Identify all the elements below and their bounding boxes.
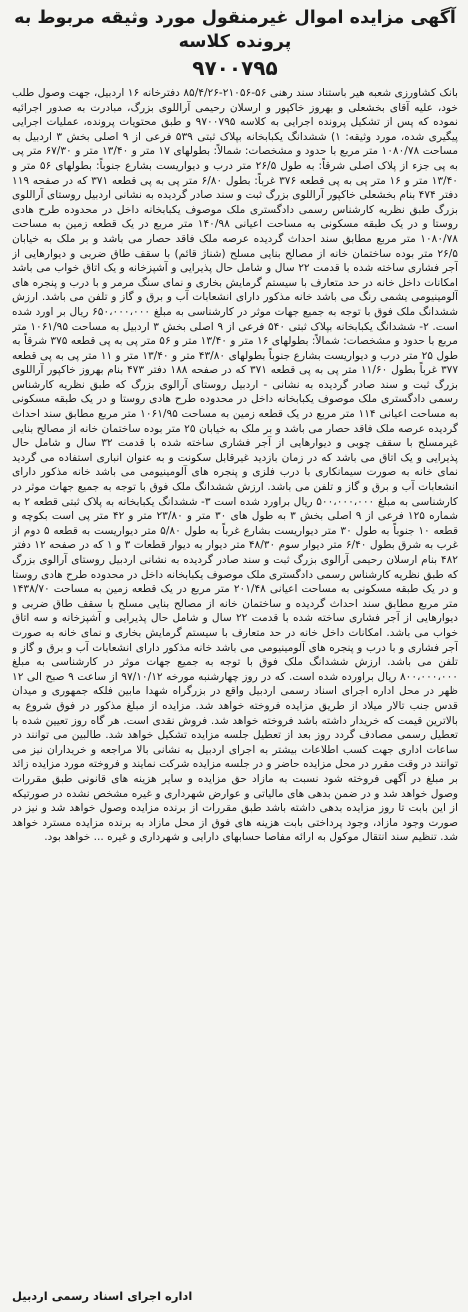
file-number: ۹۷۰۰۷۹۵ <box>192 56 278 80</box>
notice-title: آگهی مزایده اموال غیرمنقول مورد وثیقه مربوط به پرونده کلاسه <box>14 8 456 52</box>
issuer-signature: اداره اجرای اسناد رسمی اردبیل <box>12 1289 193 1303</box>
notice-body: بانک کشاورزی شعبه هیر باستناد سند رهنی ۵۶-۲۱۰۵۶-۸۵/۴/۲۶ دفترخانه ۱۶ اردبیل، جهت وصول طلب خود، علیه آقای بخشعلی و بهروز خاکپور و ارسلان رحیمی آراللوی بزرگ، مبادرت به صدور اجرائیه نموده که پس از تشکیل پرونده اجرایی به کلاسه ۹۷۰۰۷۹۵ و طبق محتویات پرونده، عملیات اجرایی پیگیری شده، مورد وثیقه: ۱) ششدانگ یکبابخانه بپلاک ثبتی ۵۳۹ فرعی از ۹ اصلی بخش ۳ اردبیل به مساحت ۱۰۸۰/۷۸ متر مربع با حدود و مشخصات: شمالاً: بطولهای ۱۷ متر و ۱۳/۴۰ متر و ۶۷/۳۰ متر پی به پی جزء از پلاک اصلی شرقاً: به طول ۲۶/۵ متر درب و دیواریست بشارع جنوباً: بطولهای ۵۶ متر و ۱۳/۴۰ متر و ۱۶ متر پی به پی قطعه ۳۷۶ غرباً: بطول ۶/۸۰ متر پی به پی قطعه ۳۷۱ که در صفحه ۱۱۹ دفتر ۴۷۴ بنام بخشعلی خاکپور آراللوی بزرگ ثبت و سند صادر گردیده به نشانی اردبیل روستای آراللوی بزرگ طبق نظریه کارشناس رسمی دادگستری ملک موصوف یکبابخانه داخل در محدوده طرح هادی روستا و در یک طبقه مسکونی به مساحت اعیانی ۱۴۰/۹۸ متر مربع در یک قطعه زمین به مساحت ۱۰۸۰/۷۸ متر مربع مطابق سند احداث گردیده عرصه ملک فاقد حصار می باشد و بر ملک به خیابان ۲۶/۵ متر بوده ساختمان خانه از مصالح بنایی مسلح (شناژ قائم) با سقف طاق ضربی و دیوارهایی از آجر فشاری ساخته شده با قدمت ۲۲ سال و شامل حال پذیرایی و آشپزخانه و یک اتاق خواب می باشد امکانات داخل خانه در حد متعارف با سیستم گرمایش بخاری و نمای سنگ مرمر و با درب و پنجره های آلومینیومی یشمی رنگ می باشد خانه مذکور دارای انشعابات آب و برق و گاز و تلفن می باشد. ارزش ششدانگ ملک فوق با توجه به جمیع جهات موثر در کارشناسی به مبلغ ۶۵۰،۰۰۰،۰۰۰ ریال بر اورد شده است. ۲- ششدانگ یکبابخانه بپلاک ثبتی ۵۴۰ فرعی از ۹ اصلی بخش ۳ اردبیل به مساحت ۱۰۶۱/۹۵ متر مربع با حدود و مشخصات: شمالاً: بطولهای ۱۶ متر و ۱۳/۴۰ متر و ۵۶ متر پی به پی قطعه ۳۷۵ شرقاً به طول ۲۵ متر درب و دیواریست بشارع جنوباً بطولهای ۴۳/۸۰ متر و ۱۳/۴۰ متر و ۱۱ متر پی به پی قطعه ۳۷۷ غرباً بطول ۱۱/۶۰ متر پی به پی قطعه ۳۷۱ که در صفحه ۱۸۸ دفتر ۴۷۳ بنام بهروز خاکپور آراللوی بزرگ ثبت و سند صادر گردیده به نشانی - اردبیل روستای آرالوی بزرگ که طبق نظریه کارشناس رسمی دادگستری ملک موصوف یکبابخانه داخل در محدوده طرح هادی روستا و در یک طبقه مسکونی به مساحت اعیانی ۱۱۴ متر مربع در یک قطعه زمین به مساحت ۱۰۶۱/۹۵ متر مربع مطابق سند احداث گردیده عرصه ملک فاقد حصار می باشد و بر ملک به خیابان ۲۵ متر بوده ساختمان خانه از مصالح بنایی غیرمسلح با سقف چوبی و دیوارهایی از آجر فشاری ساخته شده با قدمت ۳۲ سال و شامل حال پذیرایی و یک اتاق می باشد که در زمان بازدید غیرقابل سکونت و به عنوان انباری استفاده می گردید نمای خانه به صورت سیمانکاری با درب فلزی و پنجره های آلومینیومی می باشد خانه مذکور دارای انشعابات آب و برق و گاز و تلفن می باشد. ارزش ششدانگ ملک فوق با توجه به جمیع جهات موثر در کارشناسی به مبلغ ۵۰۰،۰۰۰،۰۰۰ ریال براورد شده است ۳- ششدانگ یکبابخانه به پلاک ثبتی قطعه ۲ به شماره ۱۲۵ فرعی از ۹ اصلی بخش ۳ به طول های ۳۰ متر و ۲۳/۸۰ متر و ۴۲ متر پی است بکوچه و قطعه ۱۰ جنوباً به طول ۳۰ متر دیواریست بشارع غرباً به طول ۵/۸۰ متر دیواریست به قطعه ۵ دوم از غرب به شرق بطول ۶/۴۰ متر دیوار سوم ۴۸/۳۰ متر دیوار به دیوار قطعات ۳ و ۱ که در صفحه ۱۲ دفتر ۴۸۲ بنام ارسلان رحیمی آرالوی بزرگ ثبت و سند صادر گردیده به نشانی اردبیل روستای آرالوی بزرگ که طبق نظریه کارشناس رسمی دادگستری ملک موصوف یکبابخانه داخل در محدوده طرح هادی روستا و در یک طبقه مسکونی به مساحت اعیانی ۲۰۱/۴۸ متر مربع در یک قطعه زمین به مساحت ۱۴۳۸/۷۰ متر مربع مطابق سند احداث گردیده و ساختمان خانه از مصالح بنایی مسلح با سقف طاق ضربی و دیوارهایی از آجر فشاری ساخته شده با قدمت ۲۲ سال و شامل حال پذیرایی و آشپزخانه و سه اتاق خواب می باشد. امکانات داخل خانه در حد متعارف با سیستم گرمایش بخاری و نمای خانه به صورت آجر فشاری و با درب و پنجره های آلومینیومی می باشد خانه مذکور دارای انشعابات آب و برق و گاز و تلفن می باشد. ارزش ششدانگ ملک فوق با توجه به جمیع جهات موثر در کارشناسی به مبلغ ۸۰۰،۰۰۰،۰۰۰ ریال براورده شده است. که در روز چهارشنبه مورخه ۹۷/۱۰/۱۲ از ساعت ۹ صبح الی ۱۲ ظهر در محل اداره اجرای اسناد رسمی اردبیل واقع در بزرگراه شهدا مابین فلکه جمهوری و میدان قدس جنب تالار میلاد از طریق مزایده فروخته خواهد شد. مزایده از مبلغ مذکور در فوق شروع به بالاترین قیمت که خریدار داشته باشد فروخته خواهد شد. فروش نقدی است. هر گاه روز تعیین شده با تعطیل رسمی مصادف گردد روز بعد از تعطیل جلسه مزایده تشکیل خواهد شد. طالبین می توانند در ساعات اداری جهت کسب اطلاعات بیشتر به اجرای اردبیل به نشانی بالا مراجعه و خریداران نیز می توانند در وقت مقرر در محل مزایده حاضر و در جلسه مزایده شرکت نمایند و فروخته مورد مزایده زائد بر مبلغ در آگهی فروخته شود نسبت به مازاد حق مزایده و سایر هزینه های قانونی طبق مقررات وصول خواهد شد و در ضمن بدهی های مالیاتی و عوارض شهرداری و غیره مشخص نشده در صورتیکه از این بابت تا روز مزایده بدهی داشته باشد طبق مقررات از برنده مزایده وصول خواهد شد و نیز در صورت وجود مازاد، وجود پرداختی بابت هزینه های فوق از محل مازاد به برنده مزایده مسترد خواهد شد. تنظیم سند انتقال موکول به ارائه مفاصا حسابهای دارایی و شهرداری و غیره ... خواهد بود. <box>12 87 458 844</box>
